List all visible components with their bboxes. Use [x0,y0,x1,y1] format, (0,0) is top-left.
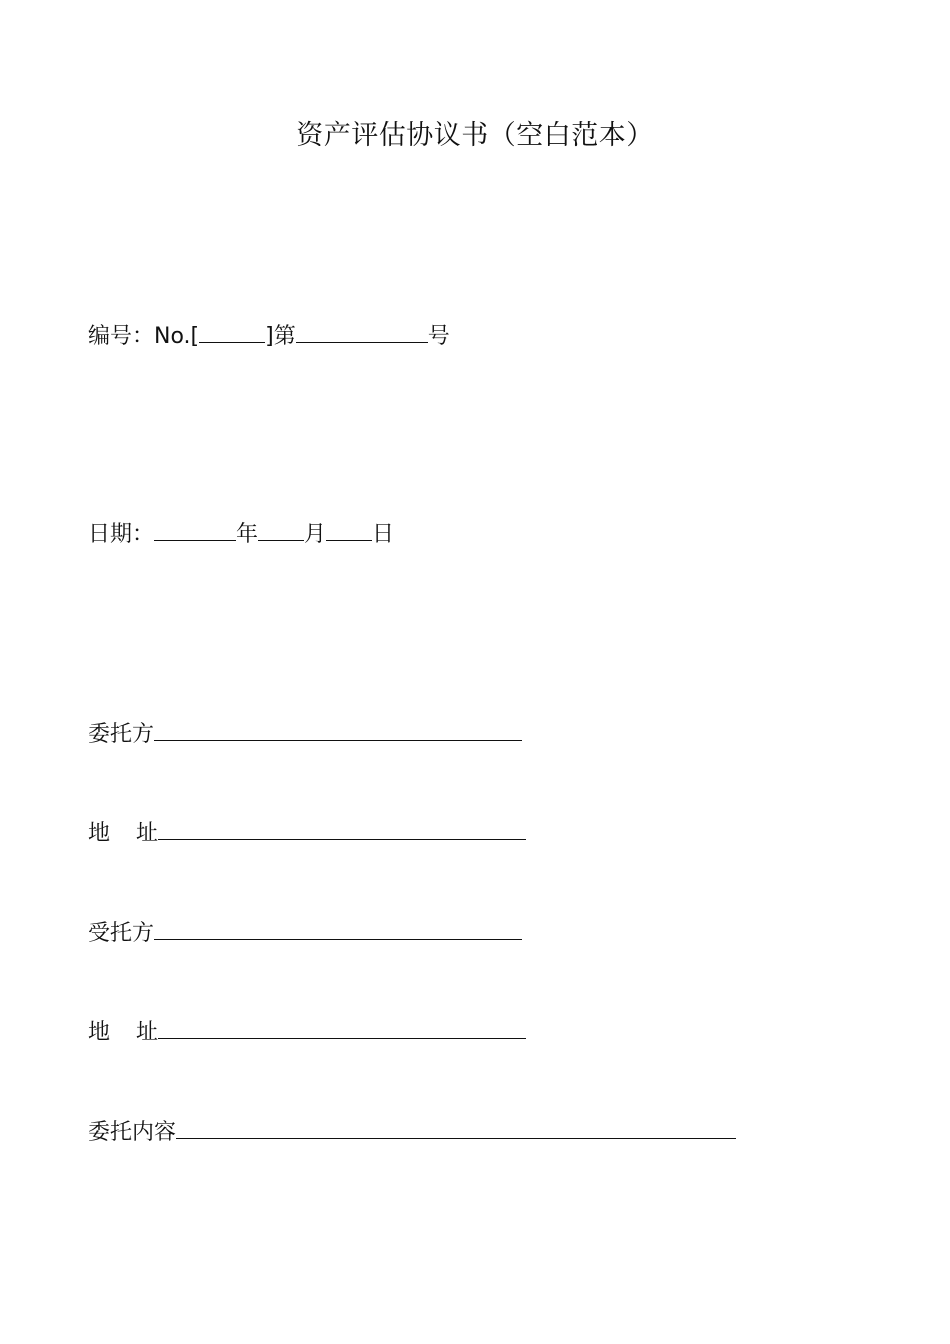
client-label: 委托方 [88,722,155,747]
trustee-address-line [88,1016,526,1048]
year-label: 年 [236,522,259,547]
trustee-address-char2: 址 [136,1020,159,1045]
date-label: 日期： [88,522,155,547]
trustee-blank[interactable] [154,917,522,940]
trustee-address-char1: 地 [88,1020,111,1045]
number-label: 编号：No.[ [88,324,200,349]
document-title: 资产评估协议书（空白范本） [296,120,654,151]
content-blank[interactable] [176,1116,736,1139]
day-blank[interactable] [326,518,372,541]
trustee-address-blank[interactable] [158,1016,526,1039]
trustee-line [88,917,522,949]
client-address-char1: 地 [88,821,111,846]
number-suffix: 号 [427,324,450,349]
trustee-label: 受托方 [88,921,155,946]
date-line [88,518,394,550]
content-line [88,1116,736,1148]
month-blank[interactable] [258,518,304,541]
content-label: 委托内容 [88,1120,177,1145]
client-address-line [88,817,526,849]
client-line [88,718,522,750]
number-mid: ]第 [265,324,296,349]
number-blank[interactable] [296,320,428,343]
day-label: 日 [372,522,395,547]
number-prefix-blank[interactable] [199,320,265,343]
month-label: 月 [304,522,327,547]
client-address-blank[interactable] [158,817,526,840]
number-line [88,320,450,352]
client-address-char2: 址 [136,821,159,846]
year-blank[interactable] [154,518,236,541]
client-blank[interactable] [154,718,522,741]
